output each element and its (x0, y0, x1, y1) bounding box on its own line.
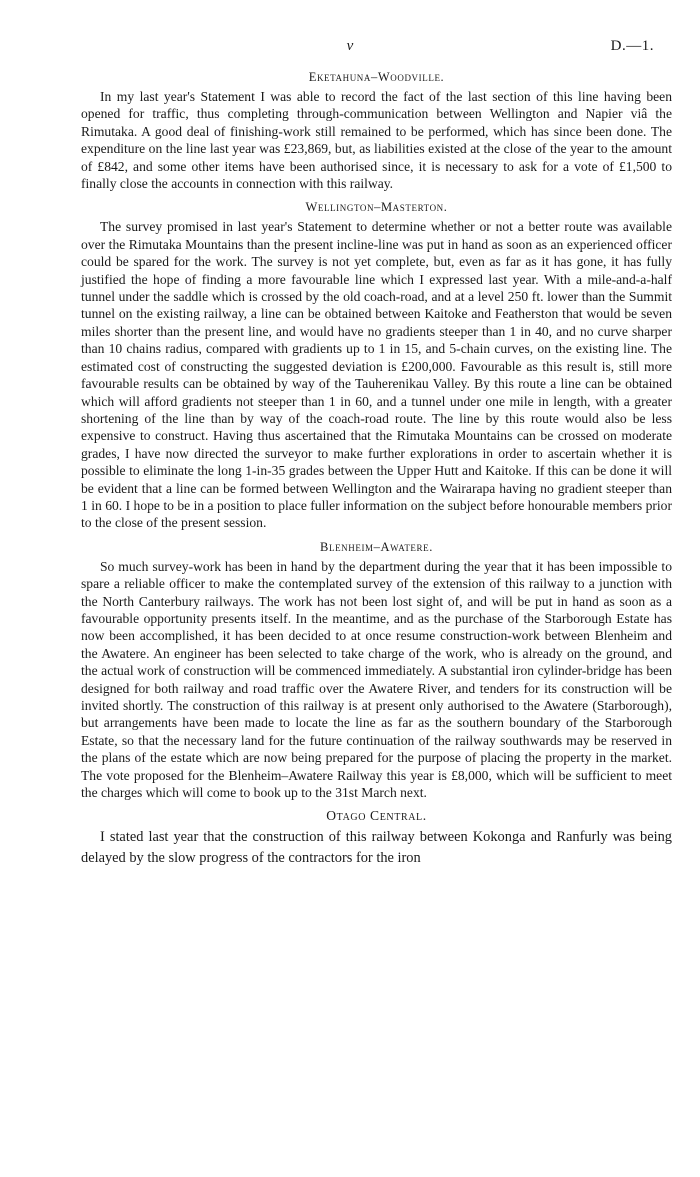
page-header (0, 38, 700, 58)
document-reference: D.—1. (610, 38, 654, 54)
section-otago-central (81, 807, 672, 868)
section-heading: Otago Central. (326, 808, 427, 824)
paragraph: So much survey-work has been in hand by the department during the year that it has been impossible to spare a reliable officer to make the contemplated survey of the extension of this railway to a junction with the North Canterbury railways. The work has not been lost sight of, and will be put in hand as soon as a favourable opportunity presents itself. In the meantime, and as the purchase of the Starborough Estate has now been accomplished, it has been decided to at once resume construction-work between Blenheim and the Awatere. An engineer has been selected to take charge of the work, who is already on the ground, and the actual work of construction will be commenced immediately. A substantial iron cylinder-bridge has been designed for both railway and road traffic over the Awatere River, and tenders for its construction will be invited shortly. The construction of this railway is at present only authorised to the Awatere (Starborough), but arrangements have been made to locate the line as far as the southern boundary of the Starborough Estate, so that the necessary land for the future continuation of the railway southwards may be reserved in the plans of the estate which are now being prepared for the purpose of placing the property in the market. The vote proposed for the Blenheim–Awatere Railway this year is £8,000, which will be sufficient to meet the charges which will come to book up to the 31st March next. (81, 558, 672, 801)
page-number: v (346, 38, 354, 54)
document-body (81, 66, 672, 874)
section-heading: Wellington–Masterton. (305, 200, 448, 215)
paragraph: I stated last year that the construction of this railway between Kokonga and Ranfurly was being delayed by the slow progress of the contractors for the iron (81, 829, 672, 866)
section-blenheim-awatere (81, 538, 672, 802)
section-wellington-masterton (81, 198, 672, 531)
section-heading: Blenheim–Awatere. (320, 539, 433, 554)
paragraph: The survey promised in last year's Statement to determine whether or not a better route was available over the Rimutaka Mountains than the present incline-line was put in hand as soon as an experienced officer could be spared for the work. The survey is not yet complete, but, even as far as it has gone, it has fully justified the hope of finding a more favourable line which I expressed last year. With a mile-and-a-half tunnel under the saddle which is crossed by the old coach-road, and at a level 250 ft. lower than the Summit tunnel on the existing railway, a line can be obtained between Kaitoke and Featherston that would be seven miles shorter than the present line, and would have no gradients steeper than 1 in 40, and no curve sharper than 10 chains radius, compared with gradients up to 1 in 15, and 5-chain curves, on the existing line. The estimated cost of constructing the suggested deviation is £200,000. Favourable as this result is, still more favourable results can be obtained by way of the Tauherenikau Valley. By this route a line can be obtained which will afford gradients not steeper than 1 in 60, and a tunnel under one mile in length, with a greater shortening of the line than by way of the coach-road route. The line by this route would also be less expensive to construct. Having thus ascertained that the Rimutaka Mountains can be crossed on moderate grades, I have now directed the surveyor to make further explorations in order to ascertain whether it is possible to eliminate the long 1-in-35 grades between the Upper Hutt and Kaitoke. If this can be done it will be evident that a line can be formed between Wellington and the Wairarapa having no gradient steeper than 1 in 60. I hope to be in a position to place fuller information on the subject before honourable members prior to the close of the present session. (81, 219, 672, 531)
section-eketahuna-woodville (81, 68, 672, 192)
section-heading: Eketahuna–Woodville. (308, 70, 445, 84)
paragraph: In my last year's Statement I was able to record the fact of the last section of this line having been opened for traffic, thus completing through-communication between Wellington and Napier viâ the Rimutaka. A good deal of finishing-work still remained to be performed, which has since been done. The expenditure on the line last year was £23,869, but, as liabilities existed at the close of the year to the amount of £842, and some other items have been authorised since, it is necessary to ask for a vote of £1,500 to finally close the accounts in connection with this railway. (81, 89, 672, 192)
